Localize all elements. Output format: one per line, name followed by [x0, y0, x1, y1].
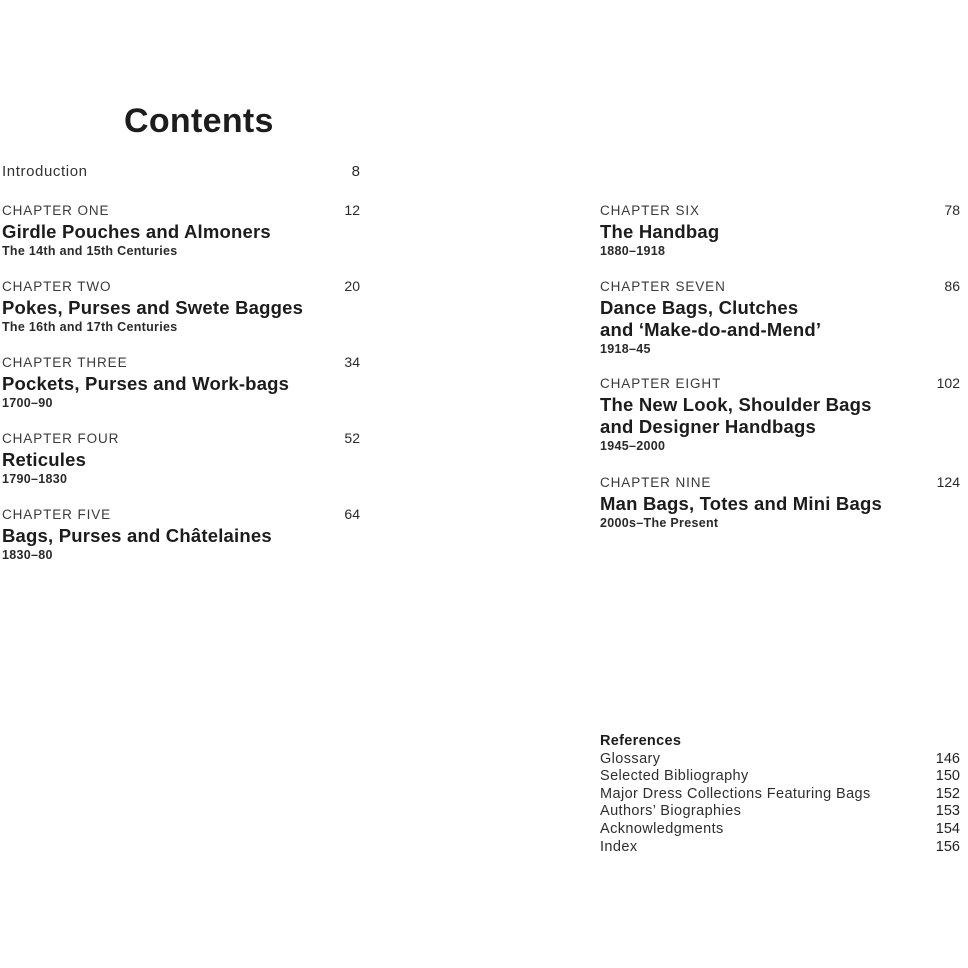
chapter-title: Bags, Purses and Châtelaines	[2, 525, 272, 546]
chapter-label: CHAPTER TWO	[2, 279, 112, 294]
toc-page-number: 152	[935, 785, 960, 802]
chapter-subtitle: 1700–90	[2, 396, 53, 410]
chapter-title: The Handbag	[600, 221, 720, 242]
chapter-subtitle: 1918–45	[600, 342, 651, 356]
toc-page-number: 124	[936, 474, 960, 490]
reference-row-acknowledgments	[600, 821, 960, 839]
toc-page-number: 20	[344, 278, 360, 294]
references-section	[600, 733, 960, 856]
chapter-label: CHAPTER FOUR	[2, 431, 120, 446]
chapter-subtitle: The 14th and 15th Centuries	[2, 244, 178, 258]
references-heading: References	[600, 733, 682, 749]
chapter-title: Pokes, Purses and Swete Bagges	[2, 297, 304, 318]
reference-label: Index	[600, 838, 638, 855]
chapter-title-line: and Designer Handbags	[600, 416, 816, 437]
toc-page-number: 64	[344, 506, 360, 522]
reference-row-authors	[600, 803, 960, 821]
reference-label: Glossary	[600, 750, 661, 767]
chapter-subtitle: 2000s–The Present	[600, 516, 719, 530]
chapter-label-row	[600, 202, 960, 219]
toc-entry-chapter-eight	[600, 375, 960, 454]
reference-row-index	[600, 839, 960, 857]
toc-page-number: 12	[344, 202, 360, 218]
toc-page-number: 102	[936, 375, 960, 391]
toc-page-number: 146	[935, 750, 960, 767]
chapter-title-line: The New Look, Shoulder Bags	[600, 394, 872, 415]
chapter-subtitle: 1880–1918	[600, 244, 666, 258]
chapter-label: CHAPTER SEVEN	[600, 279, 726, 294]
chapter-label: CHAPTER SIX	[600, 203, 700, 218]
toc-page-number: 78	[944, 202, 960, 218]
toc-page-number: 156	[935, 838, 960, 855]
chapter-label: CHAPTER FIVE	[2, 507, 112, 522]
toc-entry-chapter-one	[2, 202, 360, 259]
toc-page-number: 52	[344, 430, 360, 446]
toc-page-number: 34	[344, 354, 360, 370]
chapter-title: Man Bags, Totes and Mini Bags	[600, 493, 882, 514]
chapter-title-line: and ‘Make-do-and-Mend’	[600, 319, 822, 340]
chapter-label: CHAPTER EIGHT	[600, 376, 722, 391]
toc-page-number: 153	[935, 803, 960, 820]
toc-page-number: 86	[944, 278, 960, 294]
chapter-title: Pockets, Purses and Work-bags	[2, 373, 290, 394]
chapter-subtitle: 1945–2000	[600, 439, 666, 453]
chapter-label-row	[2, 202, 360, 219]
chapter-subtitle: 1830–80	[2, 548, 53, 562]
chapter-label: CHAPTER ONE	[2, 203, 110, 218]
toc-entry-chapter-three	[2, 354, 360, 411]
chapter-label-row	[600, 278, 960, 295]
reference-label: Major Dress Collections Featuring Bags	[600, 785, 871, 802]
reference-label: Authors’ Biographies	[600, 803, 742, 820]
chapter-title-line: Dance Bags, Clutches	[600, 297, 799, 318]
chapter-label-row	[2, 278, 360, 295]
reference-label: Acknowledgments	[600, 820, 724, 837]
chapter-label: CHAPTER NINE	[600, 475, 712, 490]
chapter-label-row	[2, 506, 360, 523]
toc-entry-chapter-five	[2, 506, 360, 563]
chapter-label-row	[600, 474, 960, 491]
page-title: Contents	[124, 102, 274, 140]
chapter-title: Reticules	[2, 449, 87, 470]
toc-entry-chapter-four	[2, 430, 360, 487]
toc-entry-chapter-nine	[600, 474, 960, 531]
reference-label: Selected Bibliography	[600, 768, 749, 785]
chapter-label-row	[2, 430, 360, 447]
toc-page-number: 8	[351, 163, 360, 180]
toc-entry-chapter-six	[600, 202, 960, 259]
chapter-label-row	[600, 375, 960, 392]
chapter-subtitle: 1790–1830	[2, 472, 68, 486]
toc-entry-label: Introduction	[2, 163, 88, 180]
toc-page-number: 150	[935, 768, 960, 785]
chapter-label: CHAPTER THREE	[2, 355, 128, 370]
toc-entry-chapter-two	[2, 278, 360, 335]
toc-entry-introduction	[2, 162, 360, 181]
chapter-label-row	[2, 354, 360, 371]
toc-page-number: 154	[935, 820, 960, 837]
reference-row-bibliography	[600, 768, 960, 786]
reference-row-collections	[600, 786, 960, 804]
toc-entry-chapter-seven	[600, 278, 960, 357]
chapter-title: Girdle Pouches and Almoners	[2, 221, 271, 242]
chapter-subtitle: The 16th and 17th Centuries	[2, 320, 178, 334]
reference-row-glossary	[600, 751, 960, 769]
